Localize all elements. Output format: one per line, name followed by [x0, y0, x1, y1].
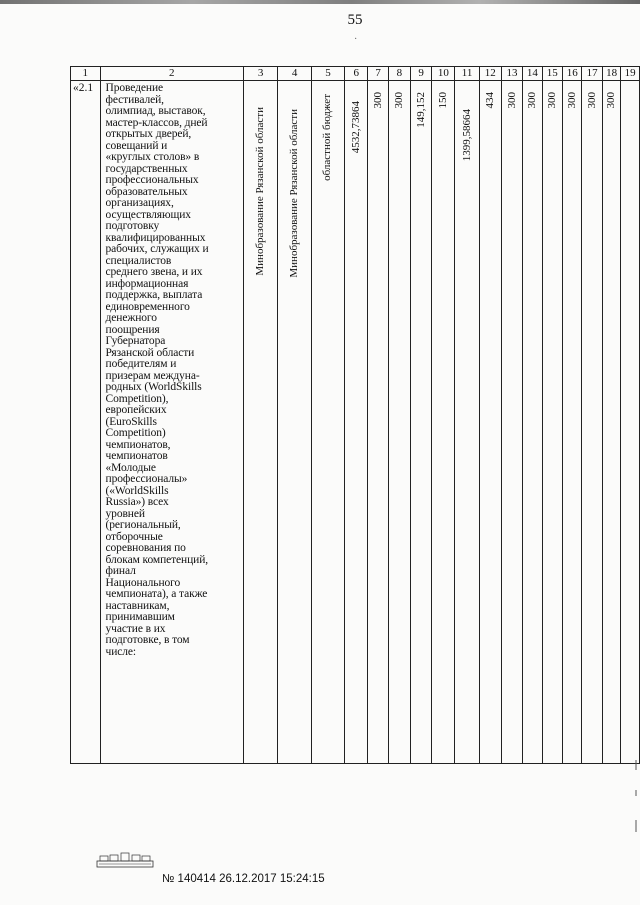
value-col14: 300: [525, 91, 538, 108]
header-col-11: 11: [455, 67, 479, 81]
cell-funding-source: [311, 81, 344, 764]
scan-edge-marks: [634, 760, 638, 840]
cell-col11: [455, 81, 479, 764]
cell-col19: [621, 81, 640, 764]
scan-dot: ·: [354, 34, 358, 45]
cell-col18: [602, 81, 621, 764]
header-col-10: 10: [432, 67, 455, 81]
cell-col12: [479, 81, 501, 764]
budget-table: [70, 66, 640, 764]
header-col-15: 15: [542, 67, 562, 81]
header-col-17: 17: [582, 67, 602, 81]
header-col-8: 8: [388, 67, 410, 81]
value-col8: 300: [392, 91, 405, 108]
cell-executor: [278, 81, 311, 764]
header-col-4: 4: [278, 67, 311, 81]
row-number: «2.1: [71, 81, 101, 764]
responsible-text: Минобразование Рязанской области: [254, 107, 267, 276]
table-header-row: [71, 67, 640, 81]
header-col-6: 6: [345, 67, 368, 81]
header-col-19: 19: [621, 67, 640, 81]
header-col-2: 2: [100, 67, 243, 81]
cell-col15: [542, 81, 562, 764]
value-col7: 300: [371, 91, 384, 108]
registration-stamp-icon: [96, 852, 154, 868]
cell-total: [345, 81, 368, 764]
cell-responsible: [244, 81, 278, 764]
header-col-1: 1: [71, 67, 101, 81]
table-row: [71, 81, 640, 764]
header-col-16: 16: [562, 67, 581, 81]
cell-col7: [368, 81, 388, 764]
value-col12: 434: [483, 91, 496, 108]
header-col-3: 3: [244, 67, 278, 81]
cell-col10: [432, 81, 455, 764]
value-col15: 300: [545, 91, 558, 108]
total-value: 4532,73864: [349, 100, 362, 153]
value-col9: 149,152: [414, 92, 427, 128]
cell-col14: [523, 81, 542, 764]
footer-prefix: №: [162, 873, 175, 885]
cell-col8: [388, 81, 410, 764]
scan-top-edge: [0, 0, 640, 4]
value-col17: 300: [585, 91, 598, 108]
cell-col9: [411, 81, 432, 764]
value-col18: 300: [605, 91, 618, 108]
header-col-14: 14: [523, 67, 542, 81]
header-col-13: 13: [501, 67, 522, 81]
cell-col13: [501, 81, 522, 764]
value-col13: 300: [505, 91, 518, 108]
header-col-5: 5: [311, 67, 344, 81]
header-col-12: 12: [479, 67, 501, 81]
executor-text: Минобразование Рязанской области: [288, 109, 301, 278]
registration-footer: [162, 873, 325, 885]
page-number: 55: [347, 12, 363, 28]
row-description: Проведение фестивалей, олимпиад, выставок, мастер-классов, дней открытых дверей, совещаний и «круглых столов» в государственных профессиональных образовательных организациях, осуществляющих подготовку квалифицированных рабочих, служащих и специалистов среднего звена, и их информационная поддержка, выплата единовременного денежного поощрения Губернатора Рязанской области победителям и призерам междуна- родных (WorldSkills Competition), европейских (EuroSkills Competition) чемпионатов, чемпионатов «Молодые профессионалы» («WorldSkills Russia») всех уровней (региональный, отборочные соревнования по блокам компетенций, финал Национального чемпионата), а также наставникам, принимавшим участие в их подготовке, в том числе:: [100, 81, 243, 764]
footer-stamp-text: 140414 26.12.2017 15:24:15: [177, 873, 325, 885]
value-col16: 300: [565, 91, 578, 108]
value-col10: 150: [436, 91, 449, 108]
cell-col16: [562, 81, 581, 764]
funding-source-text: областной бюджет: [321, 94, 334, 181]
header-col-7: 7: [368, 67, 388, 81]
header-col-18: 18: [602, 67, 621, 81]
header-col-9: 9: [411, 67, 432, 81]
cell-col17: [582, 81, 602, 764]
value-col11: 1399,58664: [460, 108, 473, 161]
